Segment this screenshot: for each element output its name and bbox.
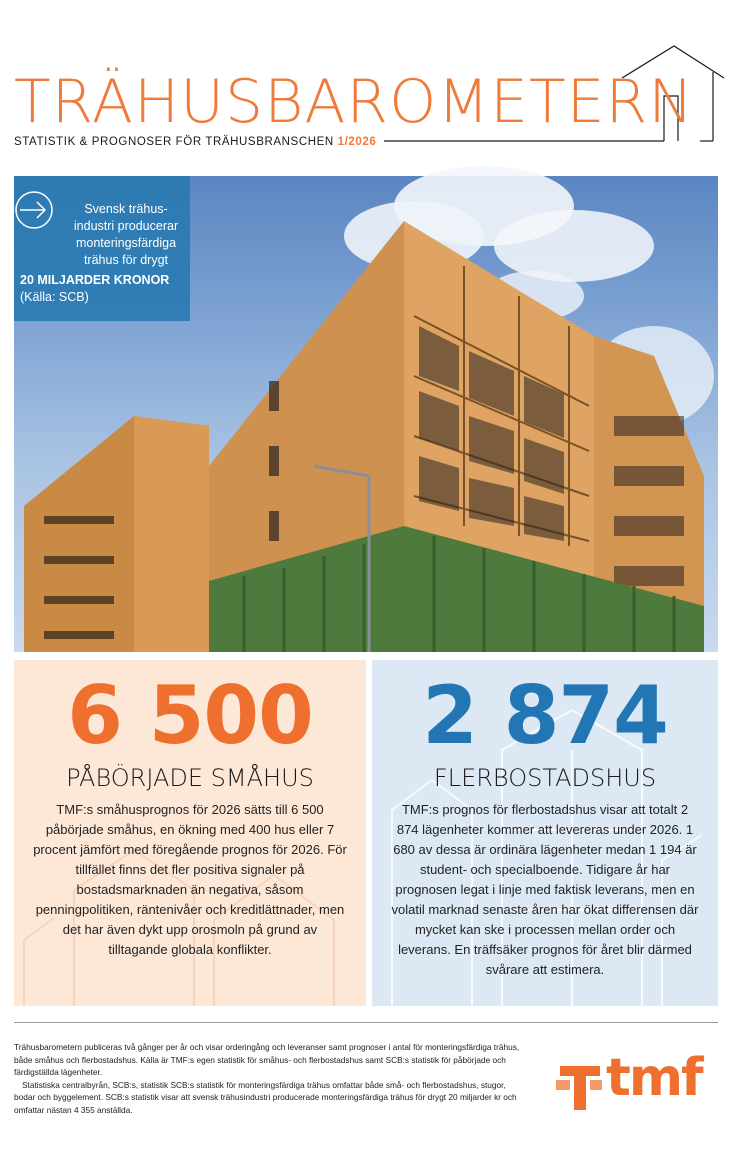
stat-label-flerbostadshus: FLERBOSTADSHUS xyxy=(433,764,657,792)
info-source: (Källa: SCB) xyxy=(20,290,89,304)
footer-divider xyxy=(14,1022,718,1023)
cover-photo xyxy=(14,176,718,652)
page-title: TRÄHUSBAROMETERN xyxy=(14,67,695,137)
info-line-2: industri producerar xyxy=(73,219,179,233)
info-line-4: trähus för drygt xyxy=(83,253,169,267)
info-box-intro xyxy=(66,201,186,269)
stat-panel-flerbostadshus xyxy=(372,660,718,1006)
footer-notes xyxy=(14,1041,524,1116)
footer-paragraph-2: Statistiska centralbyrån, SCB:s, statistik SCB:s statistik för monteringsfärdiga trähus omfattar både små- och flerbostadshus, stugor, bodar och byggelement. SCB:s statistik visar att svensk trähusindustri producerade monteringsfärdiga trähus för drygt 20 miljarder kr och omfattar nästan 4 355 anställda. xyxy=(14,1079,517,1115)
tmf-logo-wordmark: tmf xyxy=(606,1048,702,1108)
stat-number-flerbostadshus: 2 874 xyxy=(422,669,668,762)
arrow-circle-icon xyxy=(20,190,60,230)
stat-label-smahus: PÅBÖRJADE SMÅHUS xyxy=(66,764,314,792)
tmf-logo xyxy=(556,1048,720,1114)
stat-text-flerbostadshus: TMF:s prognos för flerbostadshus visar att totalt 2 874 lägenheter kommer att levereras under 2026. 1 680 av dessa är ordinära lägenheter medan 1 194 är student- och specialboende. Tidigare år har prognosen legat i linje med faktisk leverans, men en volatil marknad senaste åren har ökat differensen där mycket kan ske i processen mellan order och leverans. En träffsäker prognos för året blir därmed svårare att estimera. xyxy=(391,802,699,977)
info-highlight: 20 MILJARDER KRONOR xyxy=(20,273,170,287)
page-subtitle xyxy=(14,136,376,148)
stat-text-smahus: TMF:s småhusprognos för 2026 sätts till 6 500 påbörjade småhus, en ökning med 400 hus eller 7 procent jämfört med föregående prognos för 2026. För tillfället finns det fler positiva signaler på bostadsmarknaden än negativa, såsom penningpolitiken, räntenivåer och kreditlättnader, men det har även dykt upp orosmoln på grund av tilltagande globala konflikter. xyxy=(33,802,347,957)
footer-paragraph-1: Trähusbarometern publiceras två gånger per år och visar orderingång och leveranser samt prognoser i antal för monteringsfärdiga trähus, både småhus och flerbostadshus. Källa är TMF:s egen statistik för småhus- och flerbostadshus samt SCB:s statistik för påbörjade och färdigställda lägenheter. xyxy=(14,1042,520,1077)
stat-number-smahus: 6 500 xyxy=(67,669,313,762)
info-box-highlight-block xyxy=(20,272,188,306)
subtitle-text: STATISTIK & PROGNOSER FÖR TRÄHUSBRANSCHEN xyxy=(14,136,334,148)
tmf-logo-mark-icon xyxy=(556,1058,606,1114)
info-line-1: Svensk trähus- xyxy=(84,202,168,216)
info-line-3: monteringsfärdiga xyxy=(75,236,177,250)
issue-number: 1/2026 xyxy=(337,136,377,148)
info-box xyxy=(14,176,190,321)
stat-panel-smahus xyxy=(14,660,366,1006)
